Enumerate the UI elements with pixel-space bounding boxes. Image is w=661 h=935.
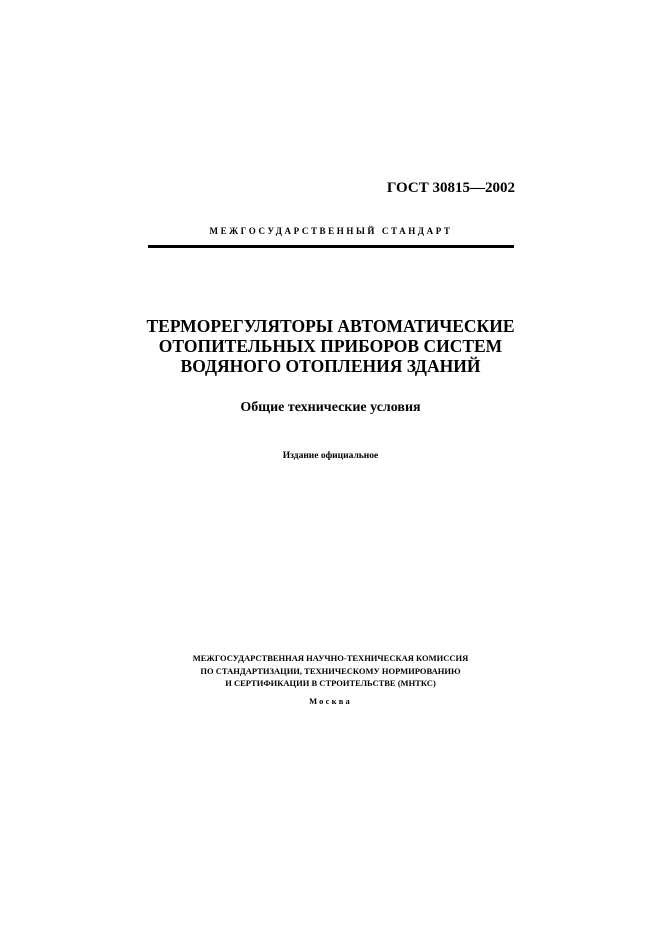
horizontal-rule xyxy=(148,245,514,248)
document-subtitle: Общие технические условия xyxy=(240,400,421,415)
publication-city: Москва xyxy=(309,696,352,706)
title-line: ОТОПИТЕЛЬНЫХ ПРИБОРОВ СИСТЕМ xyxy=(158,336,503,356)
standard-type-label: МЕЖГОСУДАРСТВЕННЫЙ СТАНДАРТ xyxy=(209,226,453,236)
document-title xyxy=(100,316,561,376)
title-line: ВОДЯНОГО ОТОПЛЕНИЯ ЗДАНИЙ xyxy=(180,356,481,376)
gost-number: ГОСТ 30815—2002 xyxy=(386,180,515,196)
edition-label: Издание официальное xyxy=(282,451,379,461)
title-line: ТЕРМОРЕГУЛЯТОРЫ АВТОМАТИЧЕСКИЕ xyxy=(146,316,515,336)
publisher-line: И СЕРТИФИКАЦИИ В СТРОИТЕЛЬСТВЕ (МНТКС) xyxy=(225,678,436,688)
publisher-block xyxy=(130,652,531,690)
publisher-line: МЕЖГОСУДАРСТВЕННАЯ НАУЧНО-ТЕХНИЧЕСКАЯ КОМИССИЯ xyxy=(192,653,469,663)
publisher-line: ПО СТАНДАРТИЗАЦИИ, ТЕХНИЧЕСКОМУ НОРМИРОВАНИЮ xyxy=(200,665,461,676)
